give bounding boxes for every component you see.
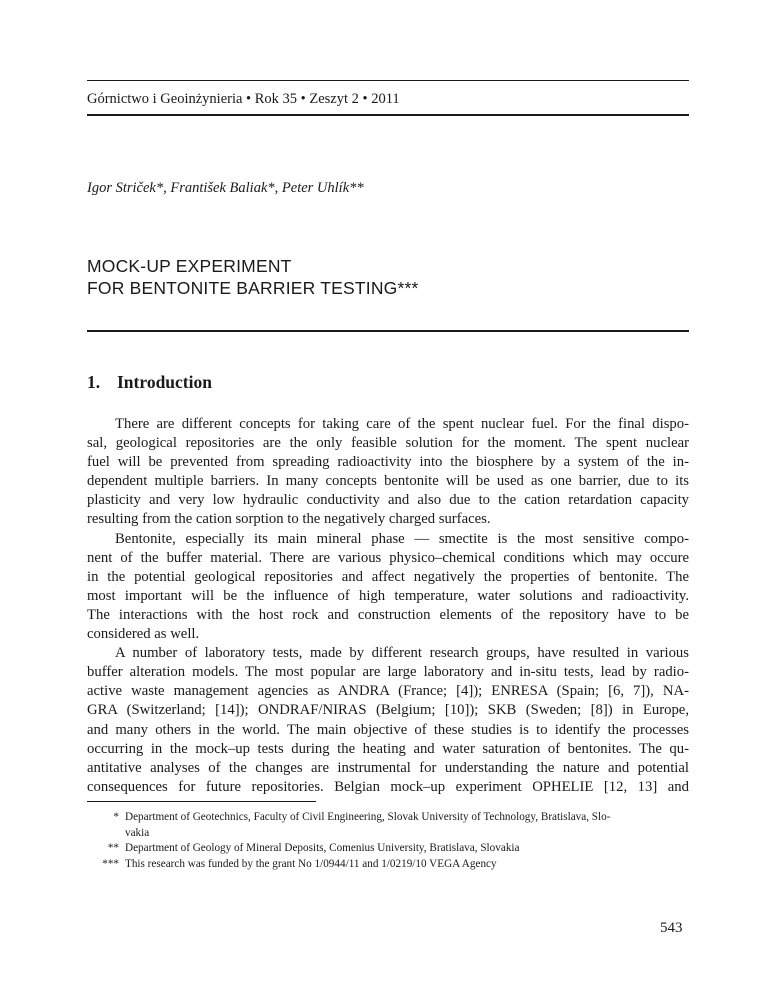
section-title: Introduction xyxy=(117,372,212,392)
footnote-text: vakia xyxy=(125,826,150,839)
title-line-2: FOR BENTONITE BARRIER TESTING*** xyxy=(87,278,419,298)
journal-header: Górnictwo i Geoinżynieria • Rok 35 • Zeszyt 2 • 2011 xyxy=(87,91,400,107)
body-line: plasticity and very low hydraulic conductivity and also due to the cation retardation capacity xyxy=(87,492,689,509)
body-line: antitative analyses of the changes are instrumental for understanding the nature and potential xyxy=(87,759,689,776)
top-rule-thin xyxy=(87,80,689,81)
footnote xyxy=(87,841,689,857)
body-line: buffer alteration models. The most popular are large laboratory and in-situ tests, lead by radio- xyxy=(87,664,689,681)
body-line: There are different concepts for taking care of the spent nuclear fuel. For the final dispo- xyxy=(115,416,689,432)
section-heading xyxy=(87,372,212,393)
body-line: GRA (Switzerland; [14]); ONDRAF/NIRAS (Belgium; [10]); SKB (Sweden; [8]) in Europe, xyxy=(87,702,689,719)
body-line: occurring in the mock–up tests during the heating and water saturation of bentonites. The qu- xyxy=(87,740,689,757)
body-line: most important will be the influence of high temperature, water solutions and radioactivity. xyxy=(87,587,689,604)
body-line: and many others in the world. The main objective of these studies is to identify the processes xyxy=(87,721,689,738)
body-line: active waste management agencies as ANDRA (France; [4]); ENRESA (Spain; [6, 7]), NA- xyxy=(87,683,689,700)
body-line: considered as well. xyxy=(87,626,200,643)
footnote-text: This research was funded by the grant No 1/0944/11 and 1/0219/10 VEGA Agency xyxy=(125,857,497,870)
body-line: resulting from the cation sorption to the negatively charged surfaces. xyxy=(87,511,491,528)
section-number: 1. xyxy=(87,372,101,392)
body-line: fuel will be prevented from spreading radioactivity into the biosphere by a system of the in- xyxy=(87,454,689,471)
body-line: dependent multiple barriers. In many concepts bentonite will be used as one barrier, due to its xyxy=(87,473,689,490)
body-line: A number of laboratory tests, made by different research groups, have resulted in various xyxy=(115,645,689,662)
article-title xyxy=(87,255,419,299)
page-number: 543 xyxy=(660,920,683,936)
footnotes xyxy=(87,810,689,872)
footnote-mark: ** xyxy=(107,842,119,854)
footnote-text: Department of Geology of Mineral Deposits, Comenius University, Bratislava, Slovakia xyxy=(125,842,520,854)
authors: Igor Striček*, František Baliak*, Peter Uhlík** xyxy=(87,180,364,196)
body-line: consequences for future repositories. Belgian mock–up experiment OPHELIE [12, 13] and xyxy=(87,778,689,795)
footnote xyxy=(87,810,689,826)
footnote-mark: * xyxy=(113,811,119,823)
header-rule-thick xyxy=(87,114,689,116)
footnote-rule xyxy=(87,801,316,802)
footnote-mark: *** xyxy=(102,857,119,870)
body-line: Bentonite, especially its main mineral phase — smectite is the most sensitive compo- xyxy=(115,530,689,547)
body-text xyxy=(87,415,689,797)
footnote-text: Department of Geotechnics, Faculty of Civil Engineering, Slovak University of Technology, Bratislava, Slo- xyxy=(125,811,611,823)
footnote xyxy=(87,826,689,842)
body-line: The interactions with the host rock and construction elements of the repository have to be xyxy=(87,606,689,623)
title-line-1: MOCK-UP EXPERIMENT xyxy=(87,256,292,276)
body-line: in the potential geological repositories and affect negatively the properties of bentonite. The xyxy=(87,568,689,585)
title-rule xyxy=(87,330,689,332)
footnote xyxy=(87,857,689,873)
body-line: sal, geological repositories are the only feasible solution for the moment. The spent nuclear xyxy=(87,435,689,452)
footnote-mark xyxy=(87,826,125,842)
body-line: nent of the buffer material. There are various physico–chemical conditions which may occure xyxy=(87,549,689,566)
